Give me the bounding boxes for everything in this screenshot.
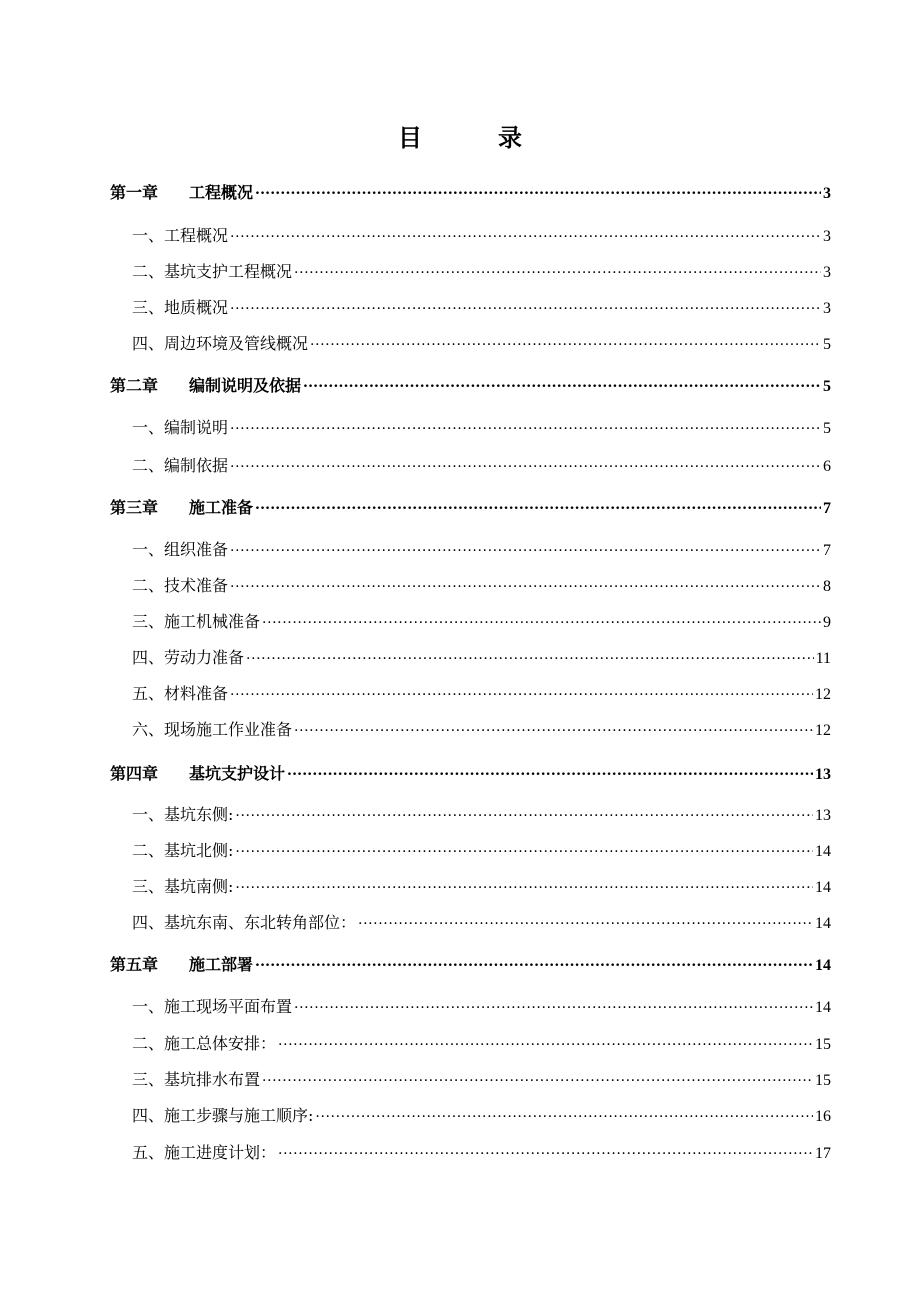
toc-entry-label: 施工准备 [189, 498, 254, 517]
toc-dot-leader [262, 605, 821, 627]
toc-page-number: 3 [823, 264, 831, 281]
toc-page-number: 5 [823, 378, 831, 395]
toc-chapter-entry[interactable] [110, 948, 831, 974]
toc-page-number: 5 [823, 336, 831, 353]
toc-dot-leader [230, 677, 813, 699]
toc-section-entry[interactable] [132, 449, 831, 475]
toc-section-entry[interactable] [132, 1063, 831, 1089]
toc-dot-leader [255, 176, 821, 198]
toc-dot-leader [294, 255, 821, 277]
toc-dot-leader [262, 1063, 813, 1085]
toc-chapter-entry[interactable] [110, 176, 831, 202]
toc-dot-leader [303, 369, 821, 391]
toc-section-entry[interactable] [132, 1027, 831, 1053]
toc-entry-label: 二、施工总体安排： [132, 1034, 277, 1053]
toc-dot-leader [230, 569, 821, 591]
toc-entry-label: 五、施工进度计划： [132, 1143, 277, 1162]
toc-entry-label: 五、材料准备 [132, 684, 229, 703]
toc-chapter-number: 第五章 [110, 955, 159, 974]
toc-dot-leader [235, 870, 813, 892]
toc-entry-label: 一、组织准备 [132, 540, 229, 559]
toc-title-left: 目 [398, 123, 422, 152]
toc-page-number: 14 [815, 957, 831, 974]
toc-dot-leader [358, 906, 813, 928]
toc-page-number: 14 [815, 915, 831, 932]
toc-chapter-number: 第二章 [110, 376, 159, 395]
toc-entry-label: 三、基坑排水布置 [132, 1070, 261, 1089]
toc-page-number: 12 [815, 686, 831, 703]
toc-section-entry[interactable] [132, 569, 831, 595]
toc-entry-label: 三、基坑南侧: [132, 877, 234, 896]
toc-title-right: 录 [498, 123, 522, 152]
toc-page-number: 12 [815, 722, 831, 739]
toc-entry-label: 一、编制说明 [132, 418, 229, 437]
toc-section-entry[interactable] [132, 411, 831, 437]
toc-dot-leader [310, 327, 821, 349]
toc-section-entry[interactable] [132, 1099, 831, 1125]
toc-entry-label: 四、周边环境及管线概况 [132, 334, 309, 353]
toc-section-entry[interactable] [132, 906, 831, 932]
toc-section-entry[interactable] [132, 798, 831, 824]
toc-dot-leader [315, 1099, 813, 1121]
toc-page-number: 6 [823, 458, 831, 475]
toc-section-entry[interactable] [132, 533, 831, 559]
toc-page-number: 3 [823, 228, 831, 245]
toc-entry-label: 四、施工步骤与施工顺序: [132, 1106, 314, 1125]
toc-dot-leader [230, 411, 821, 433]
toc-chapter-entry[interactable] [110, 369, 831, 395]
toc-dot-leader [255, 948, 813, 970]
toc-page-number: 3 [823, 185, 831, 202]
toc-section-entry[interactable] [132, 641, 831, 667]
toc-dot-leader [230, 291, 821, 313]
toc-dot-leader [255, 491, 821, 513]
toc-section-entry[interactable] [132, 255, 831, 281]
toc-section-entry[interactable] [132, 870, 831, 896]
toc-entry-label: 一、施工现场平面布置 [132, 997, 293, 1016]
toc-section-entry[interactable] [132, 291, 831, 317]
toc-chapter-number: 第四章 [110, 764, 159, 783]
toc-page-number: 14 [815, 879, 831, 896]
toc-section-entry[interactable] [132, 834, 831, 860]
toc-page-number: 13 [815, 766, 831, 783]
toc-page-number: 5 [823, 420, 831, 437]
toc-section-entry[interactable] [132, 327, 831, 353]
toc-entry-label: 编制说明及依据 [189, 376, 302, 395]
toc-chapter-entry[interactable] [110, 757, 831, 783]
toc-page-number: 13 [815, 807, 831, 824]
toc-dot-leader [294, 990, 813, 1012]
toc-page-number: 7 [823, 542, 831, 559]
toc-entry-label: 二、技术准备 [132, 576, 229, 595]
toc-page-number: 7 [823, 500, 831, 517]
toc-page-number: 9 [823, 614, 831, 631]
toc-page-number: 15 [815, 1036, 831, 1053]
toc-entry-label: 基坑支护设计 [189, 764, 286, 783]
toc-entry-label: 二、基坑支护工程概况 [132, 262, 293, 281]
toc-section-entry[interactable] [132, 1136, 831, 1162]
toc-page-number: 17 [815, 1145, 831, 1162]
toc-page-number: 14 [815, 999, 831, 1016]
toc-section-entry[interactable] [132, 990, 831, 1016]
toc-dot-leader [230, 533, 821, 555]
toc-dot-leader [278, 1136, 813, 1158]
toc-entry-label: 施工部署 [189, 955, 254, 974]
toc-page-number: 8 [823, 578, 831, 595]
toc-entry-label: 四、基坑东南、东北转角部位： [132, 913, 357, 932]
toc-page-number: 15 [815, 1072, 831, 1089]
toc-chapter-number: 第一章 [110, 183, 159, 202]
toc-chapter-number: 第三章 [110, 498, 159, 517]
toc-entry-label: 二、基坑北侧: [132, 841, 234, 860]
toc-dot-leader [230, 219, 821, 241]
toc-entry-label: 工程概况 [189, 183, 254, 202]
toc-dot-leader [235, 834, 813, 856]
toc-section-entry[interactable] [132, 219, 831, 245]
toc-section-entry[interactable] [132, 677, 831, 703]
toc-entry-label: 三、施工机械准备 [132, 612, 261, 631]
toc-page-number: 14 [815, 843, 831, 860]
toc-entry-label: 一、工程概况 [132, 226, 229, 245]
toc-page-number: 16 [815, 1108, 831, 1125]
toc-dot-leader [235, 798, 813, 820]
toc-entry-label: 六、现场施工作业准备 [132, 720, 293, 739]
toc-page-number: 3 [823, 300, 831, 317]
toc-page-number: 11 [815, 650, 831, 667]
toc-entry-label: 二、编制依据 [132, 456, 229, 475]
toc-entry-label: 三、地质概况 [132, 298, 229, 317]
toc-dot-leader [246, 641, 814, 663]
toc-dot-leader [287, 757, 813, 779]
toc-dot-leader [278, 1027, 813, 1049]
toc-entry-label: 一、基坑东侧: [132, 805, 234, 824]
toc-dot-leader [294, 713, 813, 735]
toc-section-entry[interactable] [132, 713, 831, 739]
toc-chapter-entry[interactable] [110, 491, 831, 517]
toc-dot-leader [230, 449, 821, 471]
toc-entry-label: 四、劳动力准备 [132, 648, 245, 667]
toc-section-entry[interactable] [132, 605, 831, 631]
